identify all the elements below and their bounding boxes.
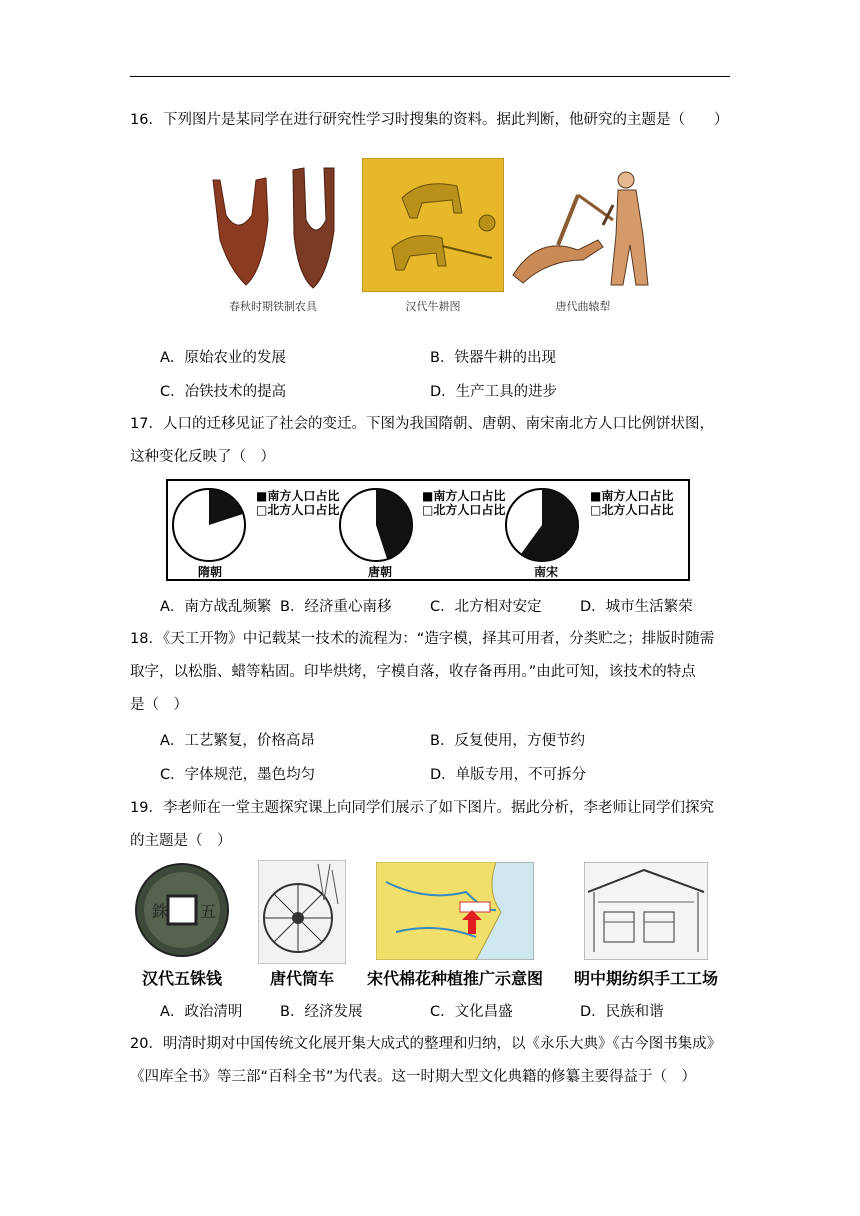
q16-stem: 16．下列图片是某同学在进行研究性学习时搜集的资料。据此判断，他研究的主题是（ ）: [130, 112, 729, 128]
population-pie-chart-panel: [166, 479, 690, 581]
q19-option-c[interactable]: C．文化昌盛: [430, 1004, 513, 1020]
legend-south-1: ■南方人口占比: [256, 489, 340, 503]
q18-option-a[interactable]: A．工艺繁复，价格高昂: [160, 733, 315, 749]
pie-label-southern-song: 南宋: [534, 565, 559, 579]
q19-caption-3: 宋代棉花种植推广示意图: [366, 969, 543, 988]
q19-option-b[interactable]: B．经济发展: [280, 1004, 363, 1020]
q16-ox-plough-image: [362, 158, 504, 292]
q16-option-b[interactable]: B．铁器牛耕的出现: [430, 350, 556, 366]
q20-stem-line1: 20．明清时期对中国传统文化展开集大成式的整理和归纳，以《永乐大典》《古今图书集成》: [130, 1036, 722, 1052]
q19-stem-line2: 的主题是（ ）: [130, 833, 232, 849]
q16-option-c[interactable]: C．冶铁技术的提高: [160, 384, 287, 400]
q16-caption-2: 汉代牛耕图: [405, 300, 461, 313]
q18-option-d[interactable]: D．单版专用，不可拆分: [430, 767, 587, 783]
svg-text:銖: 銖: [152, 902, 169, 921]
q19-cotton-map-image: [376, 862, 534, 960]
q18-stem-line2: 取字，以松脂、蜡等粘固。印毕烘烤，字模自落，收存备再用。”由此可知，该技术的特点: [130, 664, 696, 680]
q16-caption-1: 春秋时期铁制农具: [229, 300, 317, 313]
pie-label-sui: 隋朝: [198, 565, 223, 579]
q16-option-d[interactable]: D．生产工具的进步: [430, 384, 558, 400]
legend-north-2: □北方人口占比: [422, 503, 506, 517]
q17-option-c[interactable]: C．北方相对安定: [430, 599, 542, 615]
q18-stem-line1: 18．《天工开物》中记载某一技术的流程为：“造字模，择其可用者，分类贮之；排版时随需: [130, 631, 715, 647]
q17-option-a[interactable]: A．南方战乱频繁: [160, 599, 272, 615]
header-rule: [130, 76, 730, 77]
legend-north-3: □北方人口占比: [590, 503, 674, 517]
q19-caption-4: 明中期纺织手工工场: [573, 969, 718, 988]
q19-option-d[interactable]: D．民族和谐: [580, 1004, 664, 1020]
q18-option-b[interactable]: B．反复使用，方便节约: [430, 733, 585, 749]
q19-textile-workshop-image: [584, 862, 708, 960]
q16-iron-tools-image: [208, 160, 338, 290]
q19-wuzhu-coin-image: [134, 862, 230, 958]
q19-tube-wheel-image: [258, 860, 346, 964]
legend-south-2: ■南方人口占比: [422, 489, 506, 503]
q17-option-d[interactable]: D．城市生活繁荣: [580, 599, 693, 615]
q19-stem-line1: 19．李老师在一堂主题探究课上向同学们展示了如下图片。据此分析，李老师让同学们探究: [130, 800, 714, 816]
q20-stem-line2: 《四库全书》等三部“百科全书”为代表。这一时期大型文化典籍的修纂主要得益于（ ）: [130, 1069, 697, 1085]
q16-option-a[interactable]: A．原始农业的发展: [160, 350, 286, 366]
q19-caption-2: 唐代筒车: [269, 969, 334, 988]
q17-option-b[interactable]: B．经济重心南移: [280, 599, 392, 615]
q16-caption-3: 唐代曲辕犁: [555, 300, 611, 313]
q17-stem-line2: 这种变化反映了（ ）: [130, 449, 275, 465]
q17-stem-line1: 17．人口的迁移见证了社会的变迁。下图为我国隋朝、唐朝、南宋南北方人口比例饼状图，: [130, 416, 714, 432]
pie-label-tang: 唐朝: [368, 565, 393, 579]
q18-stem-line3: 是（ ）: [130, 697, 188, 713]
q16-curved-plough-image: [508, 165, 658, 290]
legend-south-3: ■南方人口占比: [590, 489, 674, 503]
legend-north-1: □北方人口占比: [256, 503, 340, 517]
q18-option-c[interactable]: C．字体规范，墨色均匀: [160, 767, 316, 783]
q19-caption-1: 汉代五铢钱: [141, 969, 222, 988]
svg-text:五: 五: [200, 902, 217, 921]
q19-option-a[interactable]: A．政治清明: [160, 1004, 243, 1020]
